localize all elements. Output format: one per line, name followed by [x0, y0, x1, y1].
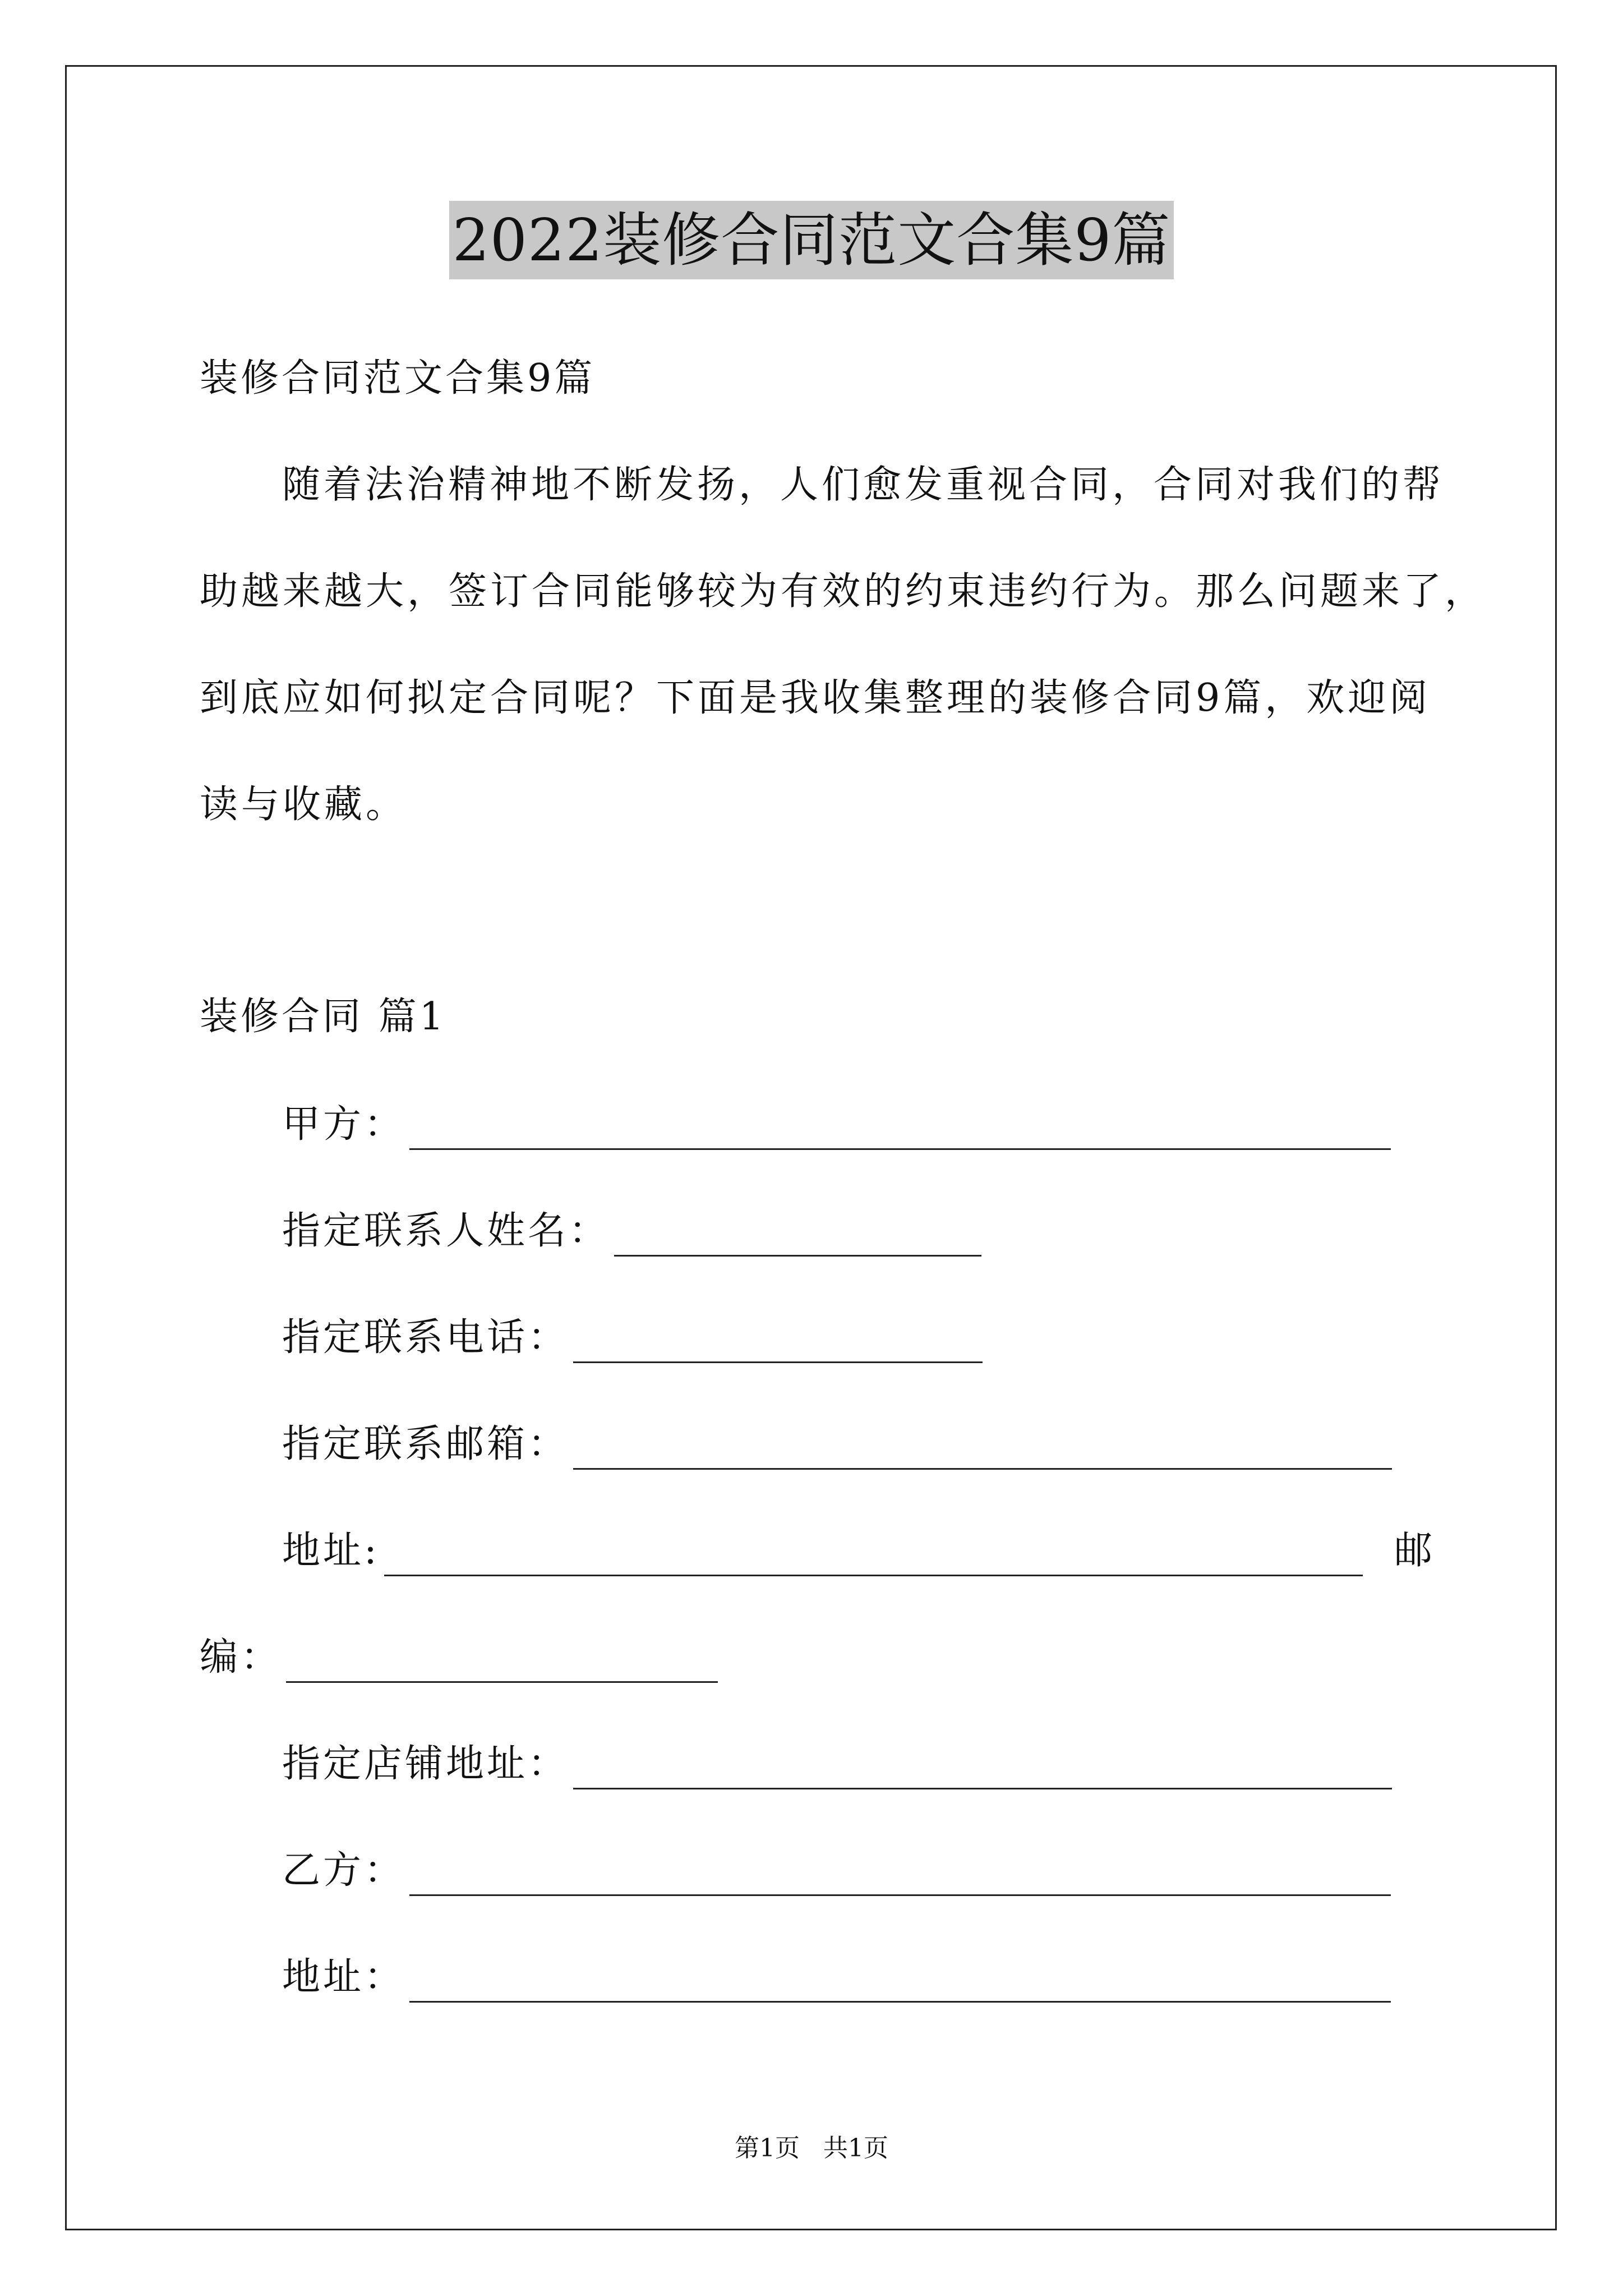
contact-name-label: 指定联系人姓名： — [282, 1209, 610, 1253]
title-wrap — [0, 201, 1623, 279]
party-a-blank — [409, 1114, 1391, 1150]
contact-email-blank — [573, 1433, 1392, 1470]
party-b-label: 乙方： — [282, 1848, 405, 1893]
document-title: 2022装修合同范文合集9篇 — [449, 201, 1174, 279]
postcode-label: 编： — [200, 1635, 282, 1680]
contact-name-blank — [614, 1220, 981, 1257]
party-b-field — [282, 1846, 1391, 1896]
page-footer: 第1页 共1页 — [735, 2134, 888, 2162]
section-heading: 装修合同 篇1 — [200, 995, 446, 1039]
intro-line-3: 到底应如何拟定合同呢？下面是我收集整理的装修合同9篇，欢迎阅 — [200, 676, 1431, 720]
contact-phone-field — [282, 1313, 983, 1363]
address-b-blank — [409, 1966, 1391, 2003]
party-a-field — [282, 1099, 1391, 1150]
intro-line-1: 随着法治精神地不断发扬，人们愈发重视合同，合同对我们的帮 — [282, 463, 1445, 507]
contact-phone-label: 指定联系电话： — [282, 1315, 569, 1360]
address-b-field — [282, 1952, 1391, 2003]
contact-name-field — [282, 1206, 981, 1257]
postcode-prefix: 邮 — [1394, 1529, 1433, 1573]
intro-line-2: 助越来越大，签订合同能够较为有效的约束违约行为。那么问题来了， — [200, 569, 1487, 614]
contact-phone-blank — [573, 1327, 983, 1363]
contact-email-label: 指定联系邮箱： — [282, 1422, 569, 1466]
postcode-blank — [286, 1646, 718, 1683]
store-address-field — [282, 1739, 1392, 1789]
postcode-field — [200, 1632, 718, 1683]
address-blank — [384, 1540, 1363, 1576]
contact-email-field — [282, 1419, 1392, 1470]
store-address-blank — [573, 1753, 1392, 1789]
address-field — [282, 1526, 1363, 1576]
party-a-label: 甲方： — [282, 1102, 405, 1147]
party-b-blank — [409, 1860, 1391, 1896]
address-label: 地址: — [282, 1529, 380, 1573]
store-address-label: 指定店铺地址： — [282, 1742, 569, 1786]
intro-line-4: 读与收藏。 — [200, 783, 408, 827]
address-b-label: 地址： — [282, 1955, 405, 1999]
document-subtitle: 装修合同范文合集9篇 — [200, 356, 596, 401]
